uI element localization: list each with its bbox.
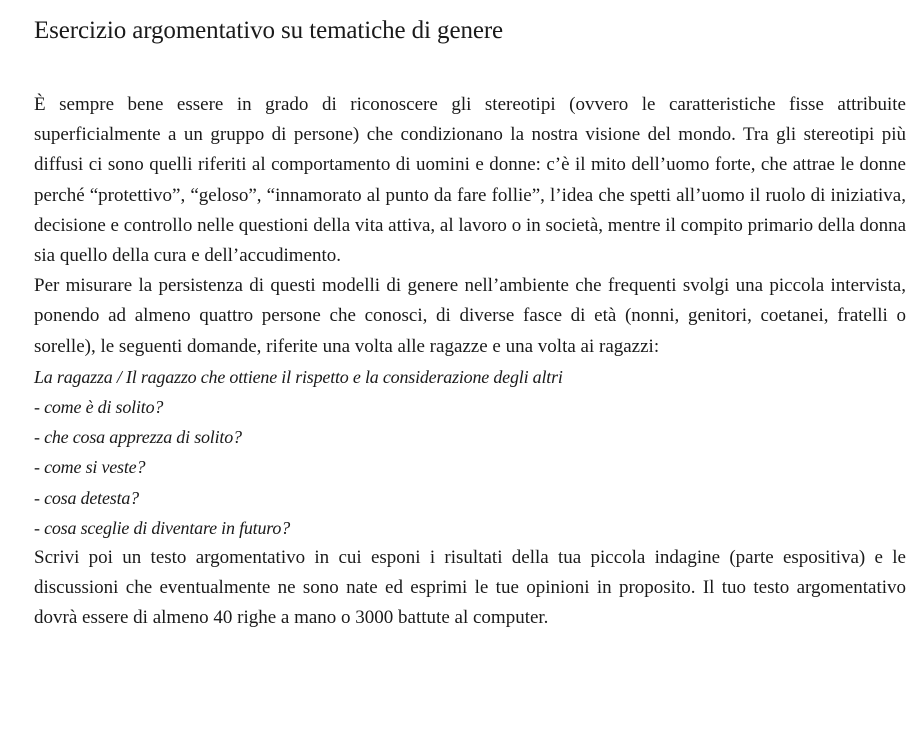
questions-block xyxy=(34,362,906,543)
question-item: - come si veste? xyxy=(34,457,146,478)
question-item: - cosa detesta? xyxy=(34,487,139,508)
conclusion-paragraph: Scrivi poi un testo argomentativo in cui esponi i risultati della tua piccola indagine (parte espositiva) e le discussioni che eventualmente ne sono nate ed esprimi le tue opinioni in proposito. Il tuo testo argomentativo dovrà essere di almeno 40 righe a mano o 3000 battute al computer. xyxy=(34,547,906,629)
task-paragraph: Per misurare la persistenza di questi modelli di genere nell’ambiente che frequenti svolgi una piccola intervista, ponendo ad almeno quattro persone che conosci, di diverse fasce di età (nonni, genitori, coetanei, fratelli o sorelle), le seguenti domande, riferite una volta alle ragazze e una volta ai ragazzi: xyxy=(34,275,906,357)
question-item: - cosa sceglie di diventare in futuro? xyxy=(34,517,291,538)
document-body xyxy=(34,90,906,634)
questions-heading: La ragazza / Il ragazzo che ottiene il rispetto e la considerazione degli altri xyxy=(34,366,563,387)
document-title: Esercizio argomentativo su tematiche di genere xyxy=(34,17,504,44)
intro-paragraph: È sempre bene essere in grado di riconoscere gli stereotipi (ovvero le caratteristiche fisse attribuite superficialmente a un gruppo di persone) che condizionano la nostra visione del mondo. Tra gli stereotipi più diffusi ci sono quelli riferiti al comportamento di uomini e donne: c’è il mito dell’uomo forte, che attrae le donne perché “protettivo”, “geloso”, “innamorato al punto da fare follie”, l’idea che spetti all’uomo il ruolo di iniziativa, decisione e controllo nelle questioni della vita attiva, al lavoro o in società, mentre il compito primario della donna sia quello della cura e dell’accudimento. xyxy=(34,94,906,267)
question-item: - che cosa apprezza di solito? xyxy=(34,427,242,448)
question-item: - come è di solito? xyxy=(34,397,164,418)
